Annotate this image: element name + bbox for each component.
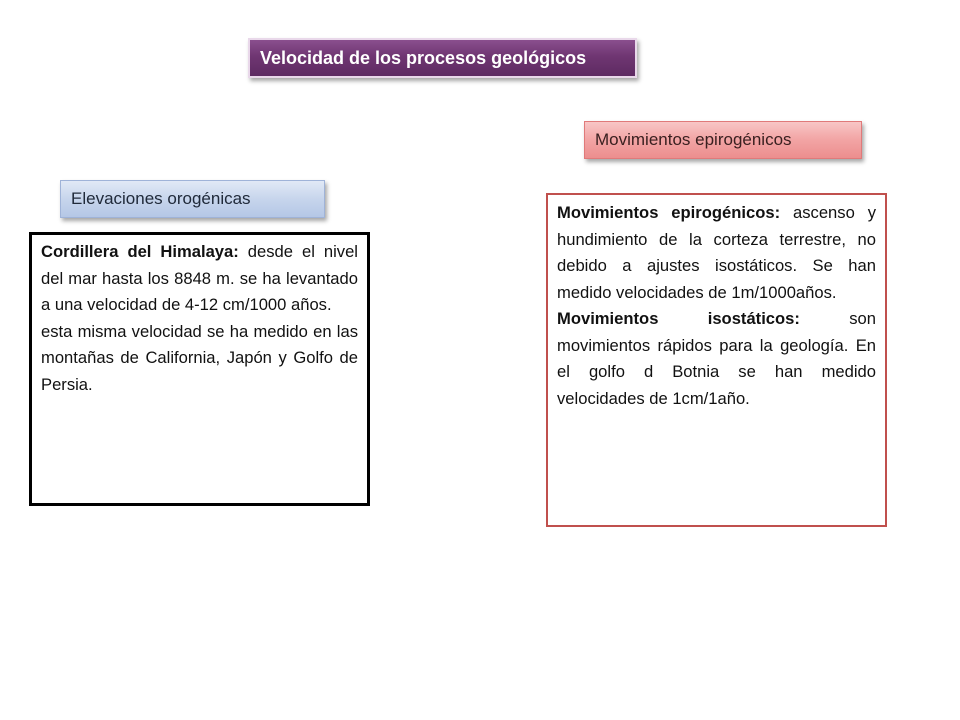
epirogenic-term: Movimientos epirogénicos: [557,203,781,222]
orogenic-label: Elevaciones orogénicas [60,180,325,218]
epirogenic-label: Movimientos epirogénicos [584,121,862,159]
slide-title: Velocidad de los procesos geológicos [248,38,637,78]
same-velocity-paragraph: esta misma velocidad se ha medido en las montañas de California, Japón y Golfo de Persia. [41,321,358,394]
epirogenic-text-box [546,193,887,527]
himalaya-paragraph [41,239,358,319]
himalaya-description: desde el nivel del mar hasta los 8848 m. se ha levantado a una velocidad de 4-12 cm/1000 años. [41,242,358,314]
himalaya-term: Cordillera del Himalaya: [41,242,239,261]
epirogenic-description: ascenso y hundimiento de la corteza terrestre, no debido a ajustes isostáticos. Se han medido velocidades de 1m/1000años. [557,203,876,302]
isostatic-paragraph [557,306,876,412]
isostatic-term: Movimientos isostáticos: [557,309,800,328]
isostatic-description: son movimientos rápidos para la geología. En el golfo d Botnia se han medido velocidades de 1cm/1año. [557,309,876,408]
epirogenic-paragraph [557,200,876,306]
himalaya-text-box [29,232,370,506]
